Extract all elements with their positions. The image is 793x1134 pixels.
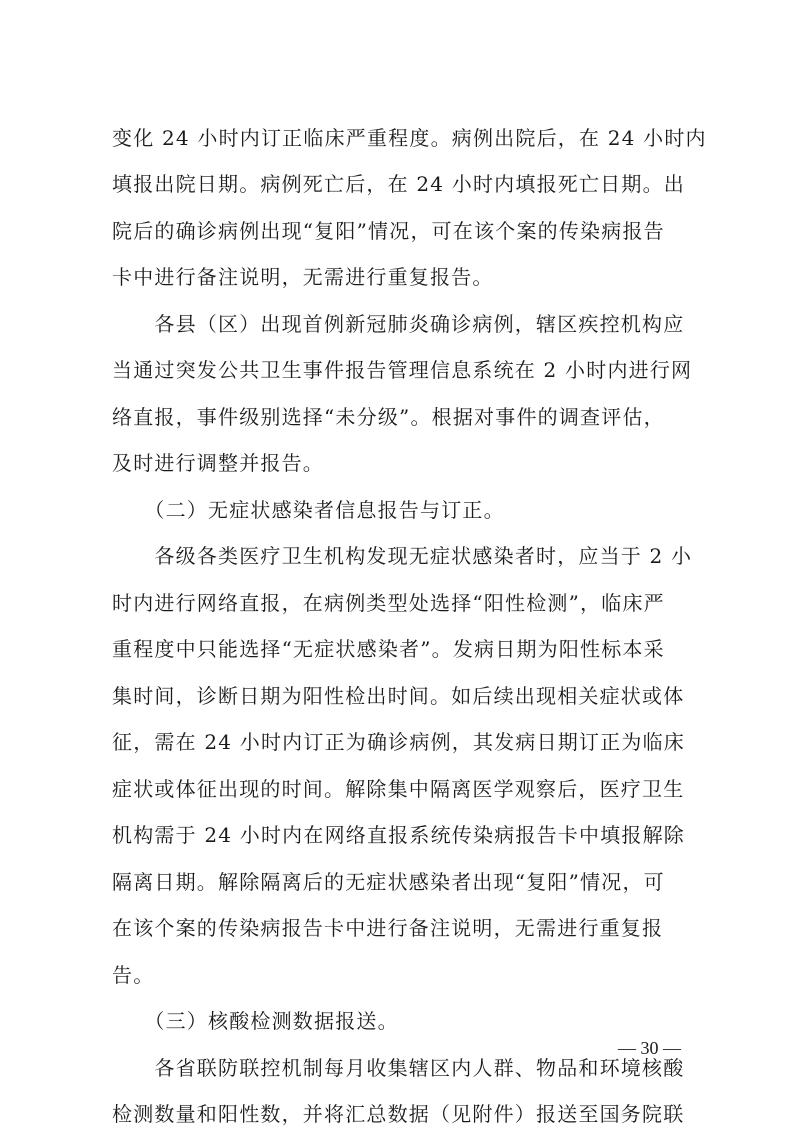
body-text-line: 在该个案的传染病报告卡中进行备注说明，无需进行重复报 <box>112 916 664 940</box>
body-text-line: 各省联防联控机制每月收集辖区内人群、物品和环境核酸 <box>112 1056 685 1080</box>
body-text-line: 症状或体征出现的时间。解除集中隔离医学观察后，医疗卫生 <box>112 777 685 801</box>
body-text-line: 填报出院日期。病例死亡后，在 24 小时内填报死亡日期。出 <box>112 172 685 196</box>
body-text-line: 征，需在 24 小时内订正为确诊病例，其发病日期订正为临床 <box>112 730 685 754</box>
section-heading: （三）核酸检测数据报送。 <box>112 1009 399 1033</box>
body-text-line: 集时间，诊断日期为阳性检出时间。如后续出现相关症状或体 <box>112 684 685 708</box>
body-text-line: 重程度中只能选择“无症状感染者”。发病日期为阳性标本采 <box>112 637 665 661</box>
body-text-line: 各县（区）出现首例新冠肺炎确诊病例，辖区疾控机构应 <box>112 312 685 336</box>
body-text-line: 卡中进行备注说明，无需进行重复报告。 <box>112 265 494 289</box>
body-text-line: 当通过突发公共卫生事件报告管理信息系统在 2 小时内进行网 <box>112 358 693 382</box>
body-text-line: 检测数量和阳性数，并将汇总数据（见附件）报送至国务院联 <box>112 1102 685 1126</box>
body-text-line: 机构需于 24 小时内在网络直报系统传染病报告卡中填报解除 <box>112 823 685 847</box>
section-heading: （二）无症状感染者信息报告与订正。 <box>112 498 505 522</box>
body-text-line: 院后的确诊病例出现“复阳”情况，可在该个案的传染病报告 <box>112 219 665 243</box>
body-text-line: 及时进行调整并报告。 <box>112 451 324 475</box>
page-number: — 30 — <box>618 1038 681 1058</box>
body-text-line: 隔离日期。解除隔离后的无症状感染者出现“复阳”情况，可 <box>112 870 665 894</box>
body-text-line: 各级各类医疗卫生机构发现无症状感染者时，应当于 2 小 <box>112 544 693 568</box>
body-text-line: 变化 24 小时内订正临床严重程度。病例出院后，在 24 小时内 <box>112 126 707 150</box>
body-text-line: 告。 <box>112 963 155 987</box>
body-text-line: 时内进行网络直报，在病例类型处选择“阳性检测”，临床严 <box>112 591 665 615</box>
body-text-line: 络直报，事件级别选择“未分级”。根据对事件的调查评估， <box>112 405 665 429</box>
